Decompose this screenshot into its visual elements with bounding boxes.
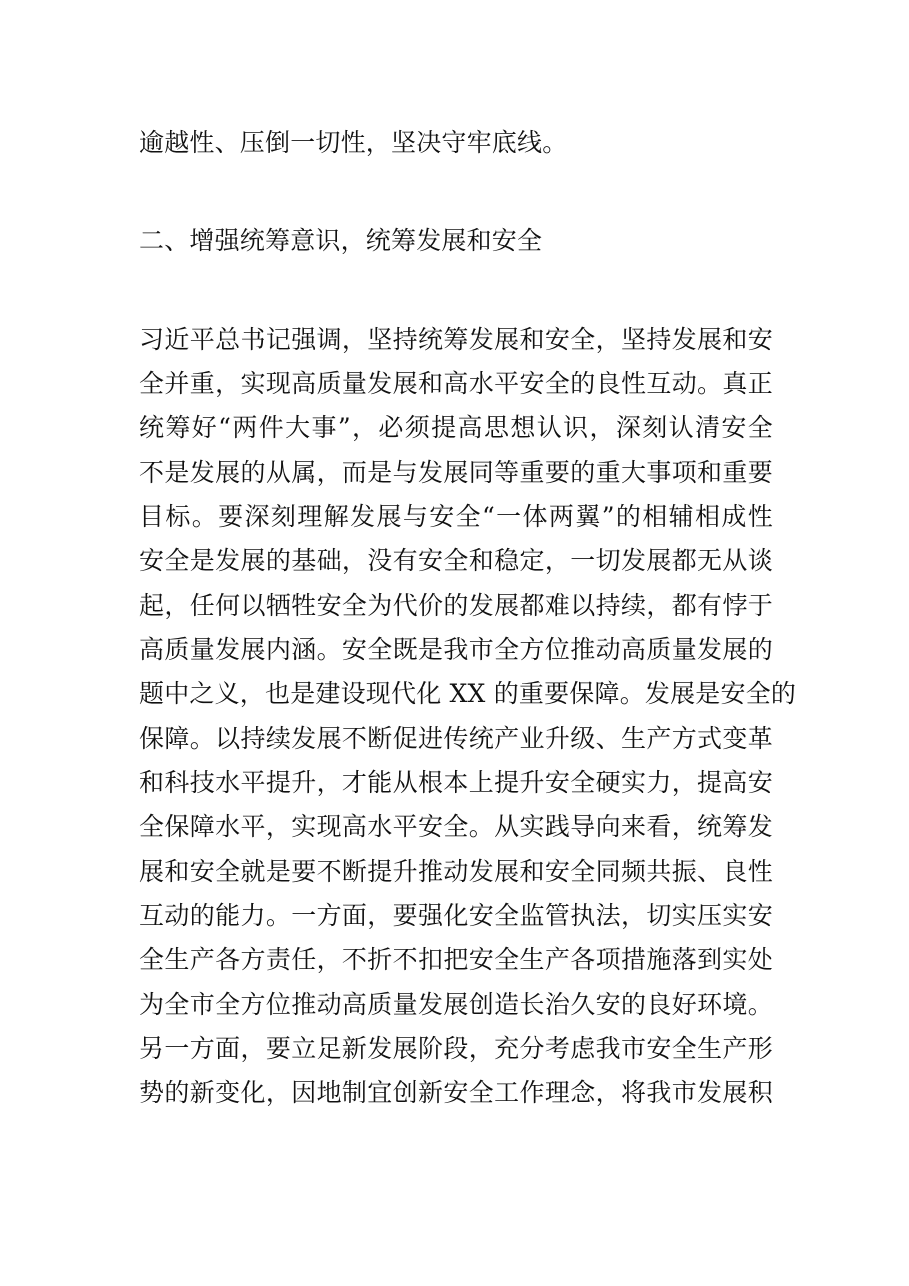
paragraph-line: 安全是发展的基础，没有安全和稳定，一切发展都无从谈 xyxy=(139,546,773,575)
carry-over-line: 逾越性、压倒一切性，坚决守牢底线。 xyxy=(139,128,568,157)
paragraph-line: 互动的能力。一方面，要强化安全监管执法，切实压实安 xyxy=(139,901,773,930)
paragraph-line: 保障。以持续发展不断促进传统产业升级、生产方式变革 xyxy=(139,724,773,753)
paragraph-line: 另一方面，要立足新发展阶段，充分考虑我市安全生产形 xyxy=(139,1034,773,1063)
paragraph-line: 题中之义，也是建设现代化 XX 的重要保障。发展是安全的 xyxy=(139,679,797,708)
paragraph-line: 和科技水平提升，才能从根本上提升安全硬实力，提高安 xyxy=(139,768,773,797)
paragraph-line: 展和安全就是要不断提升推动发展和安全同频共振、良性 xyxy=(139,857,773,886)
paragraph-line: 起，任何以牺牲安全为代价的发展都难以持续，都有悖于 xyxy=(139,591,773,620)
paragraph-line: 目标。要深刻理解发展与安全“一体两翼”的相辅相成性 xyxy=(139,502,773,531)
paragraph-line: 统筹好“两件大事”，必须提高思想认识，深刻认清安全 xyxy=(139,413,773,442)
paragraph-line: 为全市全方位推动高质量发展创造长治久安的良好环境。 xyxy=(139,990,773,1019)
paragraph-line: 不是发展的从属，而是与发展同等重要的重大事项和重要 xyxy=(139,458,773,487)
paragraph-line: 全并重，实现高质量发展和高水平安全的良性互动。真正 xyxy=(139,369,773,398)
paragraph-line: 习近平总书记强调，坚持统筹发展和安全，坚持发展和安 xyxy=(139,325,773,354)
paragraph-line: 势的新变化，因地制宜创新安全工作理念，将我市发展积 xyxy=(139,1078,773,1107)
section-heading: 二、增强统筹意识，统筹发展和安全 xyxy=(139,226,543,255)
paragraph-line: 全保障水平，实现高水平安全。从实践导向来看，统筹发 xyxy=(139,812,773,841)
paragraph-line: 全生产各方责任，不折不扣把安全生产各项措施落到实处 xyxy=(139,945,773,974)
paragraph-line: 高质量发展内涵。安全既是我市全方位推动高质量发展的 xyxy=(139,635,773,664)
